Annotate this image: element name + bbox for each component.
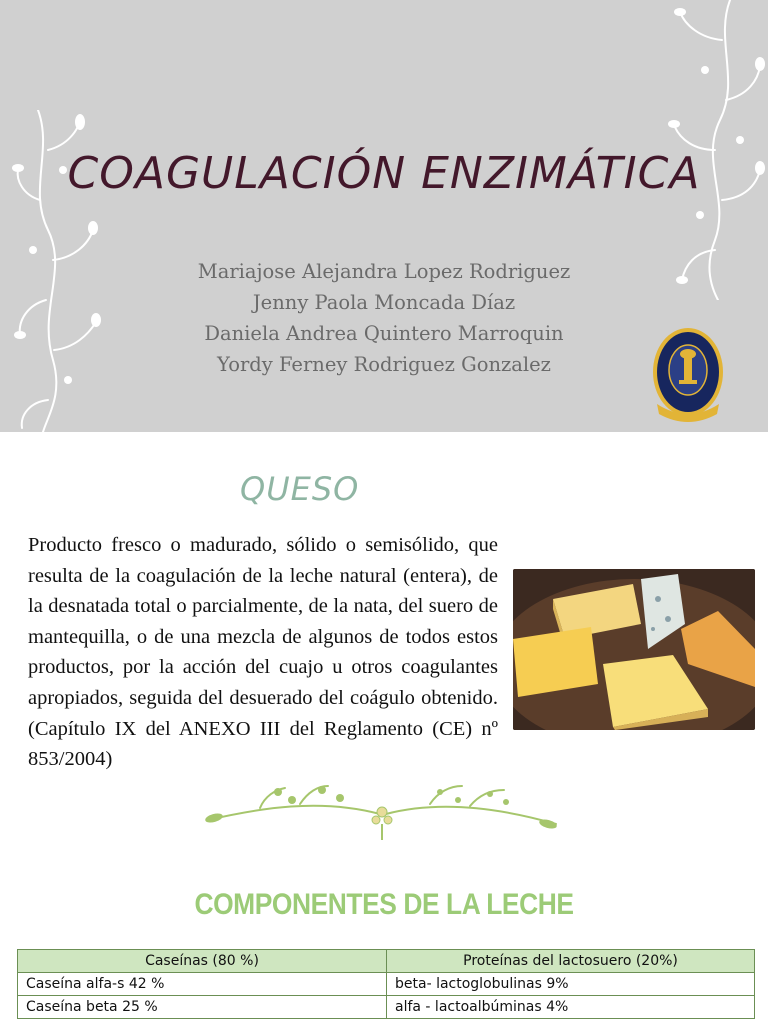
table-header-row — [18, 950, 755, 973]
table-row — [18, 996, 755, 1019]
cheese-board-photo — [513, 569, 755, 730]
author-name: Daniela Andrea Quintero Marroquin — [204, 322, 564, 345]
milk-components-table — [17, 949, 755, 1019]
queso-heading: QUESO — [240, 470, 360, 508]
milk-components-heading: COMPONENTES DE LA LECHE — [194, 888, 574, 921]
author-name: Yordy Ferney Rodriguez Gonzalez — [217, 353, 551, 376]
table-cell: Caseína alfa-s 42 % — [18, 973, 387, 996]
author-name: Jenny Paola Moncada Díaz — [252, 291, 516, 314]
table-cell: alfa - lactoalbúminas 4% — [387, 996, 755, 1019]
author-name: Mariajose Alejandra Lopez Rodriguez — [197, 260, 571, 283]
table-cell: Caseína beta 25 % — [18, 996, 387, 1019]
floral-divider-icon — [200, 778, 565, 844]
table-row — [18, 973, 755, 996]
table-header-caseins: Caseínas (80 %) — [18, 950, 387, 973]
title-slide — [0, 0, 768, 432]
cheese-definition-paragraph: Producto fresco o madurado, sólido o semisólido, que resulta de la coagulación de la leche natural (entera), de la desnatada total o parcialmente, de la nata, del suero de mantequilla, o de una mezcla de algunos de todos estos productos, por la acción del cuajo u otros coagulantes apropiados, seguida del desuerado del coágulo obtenido. (Capítulo IX del ANEXO III del Reglamento (CE) nº 853/2004) — [28, 534, 498, 771]
university-seal-icon — [651, 326, 725, 426]
slide-title: COAGULACIÓN ENZIMÁTICA — [67, 148, 701, 199]
table-header-whey-proteins: Proteínas del lactosuero (20%) — [387, 950, 755, 973]
table-cell: beta- lactoglobulinas 9% — [387, 973, 755, 996]
